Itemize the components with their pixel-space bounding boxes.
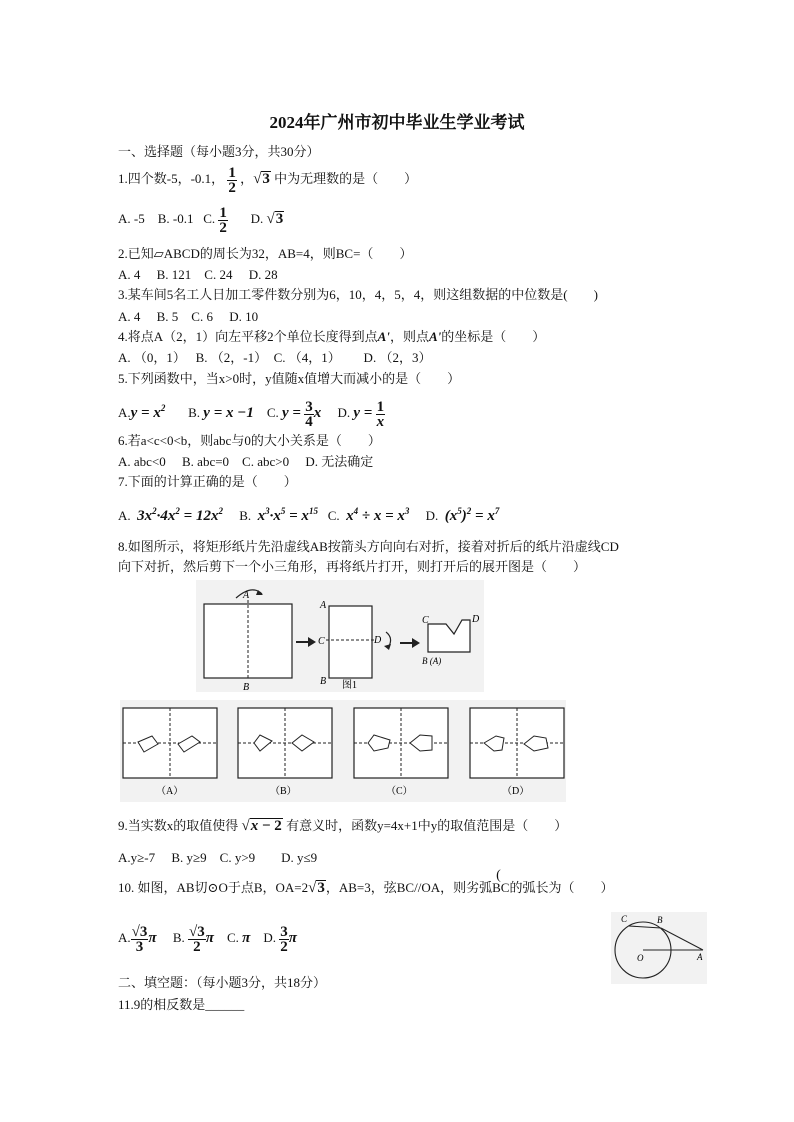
- q9-stem-a: 9.当实数x的取值使得: [118, 818, 239, 833]
- page-title: 2024年广州市初中毕业生学业考试: [269, 113, 525, 132]
- label-b: B: [243, 682, 250, 692]
- q10-stem-c: 的弧长为（ ）: [509, 880, 614, 895]
- section-heading-choice: 一、选择题（每小题3分，共30分）: [118, 144, 320, 159]
- choice-d-label: （D）: [502, 786, 530, 797]
- fraction-one-half: $\frac{1}{2}$: [219, 204, 227, 236]
- q4-stem-c: 的坐标是（ ）: [441, 329, 546, 344]
- label-c: C: [318, 636, 325, 647]
- question-9: [118, 816, 567, 836]
- q7-option-d: D.: [425, 508, 439, 523]
- q6-options: A. abc<0 B. abc=0 C. abc>0 D. 无法确定: [118, 454, 374, 469]
- q7-option-b: B.: [239, 508, 252, 523]
- question-11: 11.9的相反数是______: [118, 997, 245, 1012]
- section-heading-fill: 二、填空题：（每小题3分，共18分）: [118, 975, 327, 990]
- q10-option-d: D.: [263, 930, 276, 945]
- q10-options: A. $\frac{√3}{3}$ π B. $\frac{√3}{2}$ π C. π D. $\frac{3}{2}$ π: [118, 923, 297, 955]
- q2-stem: 2.已知▱ABCD的周长为32，AB=4，则BC=（ ）: [118, 246, 413, 261]
- q7-option-c: C.: [327, 508, 340, 523]
- folding-figure: [196, 580, 484, 692]
- label-d: D: [374, 635, 382, 646]
- figure-caption: 图1: [342, 680, 357, 691]
- sqrt-x-minus-2: √x − 2: [241, 818, 282, 834]
- q4-stem-b: ，则点: [389, 329, 429, 344]
- label-a: A: [243, 590, 250, 601]
- point-a-prime: A': [377, 329, 390, 344]
- q9-stem-b: 有意义时，函数y=4x+1中y的取值范围是（ ）: [286, 818, 568, 833]
- point-c: C: [621, 914, 628, 924]
- question-4: [118, 329, 545, 345]
- sqrt-three: √3: [266, 211, 284, 227]
- q10-option-b: B.: [172, 930, 185, 945]
- q5-stem: 5.下列函数中，当x>0时，y值随x值增大而减小的是（ ）: [118, 371, 461, 386]
- q1-option-a: A. -5: [118, 211, 145, 226]
- q4-stem-a: 4.将点A（2，1）向左平移2个单位长度得到点: [118, 329, 378, 344]
- q1-options: [118, 202, 284, 236]
- label-c: C: [422, 615, 429, 626]
- q7-options: A. $3x^2\cdot 4x^2 = 12x^2$ B. $x^3\cdot x^5 = x^{15}$ C. $x^4 \div x = x^3$ D. $(x^5)^2 = x^7$: [118, 506, 500, 524]
- choice-a-label: （A）: [156, 786, 184, 797]
- choice-c-label: （C）: [386, 786, 413, 797]
- label-a: A: [320, 600, 327, 611]
- q10-option-a: A.: [118, 930, 131, 945]
- q7-stem: 7.下面的计算正确的是（ ）: [118, 474, 297, 489]
- question-10: 10. 如图，AB切⊙O于点B，OA=2√3，AB=3，弦BC//OA，则劣弧 ( BC的弧长为（ ）: [118, 868, 614, 896]
- q3-stem: 3.某车间5名工人日加工零件数分别为6，10，4，5，4，则这组数据的中位数是( ): [118, 287, 598, 302]
- circle-tangent-figure: [611, 912, 707, 984]
- point-b: B: [657, 915, 663, 925]
- point-a-prime: A': [428, 329, 442, 344]
- sqrt-three: √3: [253, 171, 270, 187]
- q10-stem-a: 10. 如图，AB切⊙O于点B，OA=2: [118, 880, 309, 895]
- q5-option-d: D.: [337, 405, 351, 420]
- q10-stem-b: ，AB=3，弦BC//OA，则劣弧: [325, 880, 493, 895]
- fraction-one-half: $\frac{1}{2}$: [228, 164, 236, 196]
- choice-b-label: （B）: [270, 786, 297, 797]
- q4-options: A. （0，1） B. （2，-1） C. （4，1） D. （2，3）: [118, 350, 432, 365]
- q6-stem: 6.若a<c<0<b，则abc与0的大小关系是（ ）: [118, 433, 381, 448]
- question-1: 1.四个数-5，-0.1， $\frac{1}{2}$ ，√3 中为无理数的是（ ）: [118, 162, 417, 196]
- q1-option-b: B. -0.1: [157, 211, 194, 226]
- q5-option-b: B.: [188, 405, 201, 420]
- q10-option-c: C.: [226, 930, 239, 945]
- q2-options: A. 4 B. 121 C. 24 D. 28: [118, 267, 278, 282]
- arc-bc: BC: [492, 880, 510, 895]
- q3-options: A. 4 B. 5 C. 6 D. 10: [118, 309, 259, 324]
- q1-option-d: D.: [250, 211, 264, 226]
- label-d: D: [472, 614, 480, 625]
- q1-stem-b: 中为无理数的是（ ）: [274, 171, 418, 186]
- q9-options: A.y≥-7 B. y≥9 C. y>9 D. y≤9: [118, 850, 318, 865]
- q7-option-a: A.: [118, 508, 131, 523]
- q8-line2: 向下对折，然后剪下一个小三角形，再将纸片打开，则打开后的展开图是（ ）: [118, 559, 587, 574]
- label-b-a: B (A): [422, 656, 442, 666]
- q1-stem-a: 1.四个数-5，-0.1，: [118, 171, 225, 186]
- q5-option-a: A.: [118, 405, 131, 420]
- point-o: O: [637, 953, 644, 963]
- answer-choices-figure: [120, 700, 566, 802]
- q5-options: $A.y = x^2$ B. y = x −1 C. y = $\frac{3}{4}$ x D. y = $\frac{1}{x}$: [118, 398, 385, 430]
- point-a: A: [697, 952, 703, 962]
- q8-line1: 8.如图所示，将矩形纸片先沿虚线AB按箭头方向向右对折，接着对折后的纸片沿虚线CD: [118, 539, 619, 554]
- q1-option-c: C.: [203, 211, 216, 226]
- q5-option-c: C.: [266, 405, 279, 420]
- label-b: B: [320, 676, 327, 687]
- sqrt-three: √3: [308, 880, 325, 896]
